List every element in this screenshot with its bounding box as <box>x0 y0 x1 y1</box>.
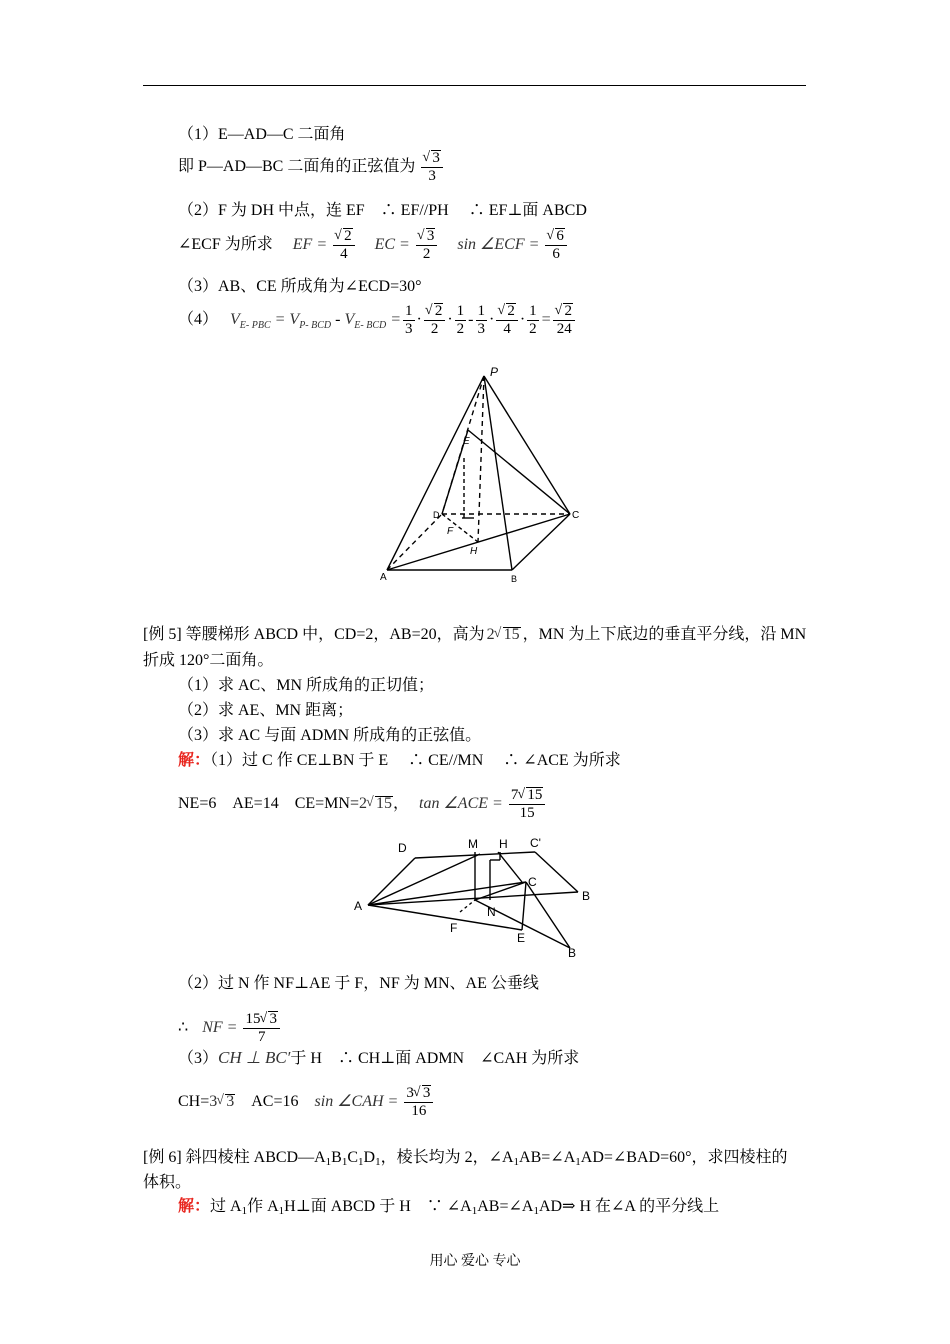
solution-5-line-6: CH=3√ 3 AC=16 sin ∠CAH = $\frac{3√ 3}{16}$ <box>178 1085 435 1120</box>
solution-5-line-5: （3）CH ⊥ BC′于 H ∴ CH⊥面 ADMN ∠CAH 为所求 <box>178 1048 580 1067</box>
example-6-line-2: 体积。 <box>143 1174 192 1191</box>
svg-text:P: P <box>490 365 499 379</box>
svg-text:M: M <box>468 837 478 851</box>
example-6-line-1: [例 6] 斜四棱柱 ABCD—A1B1C1D1，棱长均为 2，∠A1AB=∠A1AD=∠BAD=60°，求四棱柱的 <box>143 1149 788 1168</box>
svg-text:E: E <box>463 436 470 447</box>
fraction-sqrt3-over-3: √ $\frac{3}{3}$ <box>421 150 443 185</box>
svg-text:E: E <box>517 931 526 945</box>
svg-text:H: H <box>499 837 508 851</box>
svg-text:C': C' <box>530 836 541 850</box>
example-5-line-2: 折成 120°二面角。 <box>143 652 274 669</box>
svg-text:F: F <box>447 526 454 537</box>
svg-text:C: C <box>528 875 537 889</box>
line-2: 即 P—AD—BC 二面角的正弦值为 √ $\frac{3}{3}$ <box>178 150 445 185</box>
svg-text:C: C <box>572 510 580 521</box>
header-rule <box>143 85 806 86</box>
solution-5-line-2: NE=6 AE=14 CE=MN=2√ 15， tan ∠ACE = $\frac{7√ 15}{15}$ <box>178 787 547 822</box>
question-2: （2）求 AE、MN 距离； <box>178 702 354 719</box>
svg-text:D: D <box>398 841 407 855</box>
question-1: （1）求 AC、MN 所成角的正切值； <box>178 677 435 694</box>
line-1: （1）E—AD—C 二面角 <box>178 126 346 143</box>
solution-6-line-1: 解：过 A1作 A1H⊥面 ABCD 于 H ∵ ∠A1AB=∠A1AD⇒ H 在∠A 的平分线上 <box>178 1198 720 1217</box>
svg-text:B: B <box>582 889 591 903</box>
line-3: （2）F 为 DH 中点，连 EF ∴ EF//PH ∴ EF⊥面 ABCD <box>178 202 587 219</box>
page-footer: 用心 爱心 专心 <box>429 1254 521 1269</box>
line-5: （3）AB、CE 所成角为∠ECD=30° <box>178 278 422 295</box>
solution-5-line-3: （2）过 N 作 NF⊥AE 于 F，NF 为 MN、AE 公垂线 <box>178 975 539 992</box>
svg-text:B: B <box>511 574 518 584</box>
trapezoid-fold-figure <box>350 830 610 965</box>
line-6-volume: （4） $V_{E- PBC} = V_{P- BCD} - V_{E- BCD}$ = $\frac{1}{3}$ · √ $\frac{2}{2}$ · $\frac{1}{2}$ - $\frac{1}{3}$ · √ $\frac{2}{4}$ · $\frac{1}{2}$ = √ $\frac{2}{24}$ <box>178 303 577 338</box>
example-5-line-1: [例 5] 等腰梯形 ABCD 中，CD=2，AB=20，高为 2√ 15 ，MN 为上下底边的垂直平分线，沿 MN <box>143 625 806 645</box>
svg-text:F: F <box>450 921 458 935</box>
svg-text:H: H <box>470 546 478 557</box>
svg-text:N: N <box>487 905 496 919</box>
question-3: （3）求 AC 与面 ADMN 所成角的正弦值。 <box>178 727 482 744</box>
svg-text:A: A <box>380 572 387 583</box>
svg-text:A: A <box>354 899 363 913</box>
svg-text:D: D <box>433 510 440 520</box>
line-4: ∠ECF 为所求 EF = √ $\frac{2}{4}$ EC = √ $\frac{3}{2}$ sin ∠ECF = √ $\frac{6}{6}$ <box>178 228 569 263</box>
solution-5-line-1: 解：（1）过 C 作 CE⊥BN 于 E ∴ CE//MN ∴ ∠ACE 为所求 <box>178 752 621 769</box>
pyramid-figure <box>370 360 600 590</box>
svg-text:B: B <box>568 946 577 960</box>
solution-5-line-4: ∴ NF = $\frac{15√ 3}{7}$ <box>178 1011 282 1046</box>
